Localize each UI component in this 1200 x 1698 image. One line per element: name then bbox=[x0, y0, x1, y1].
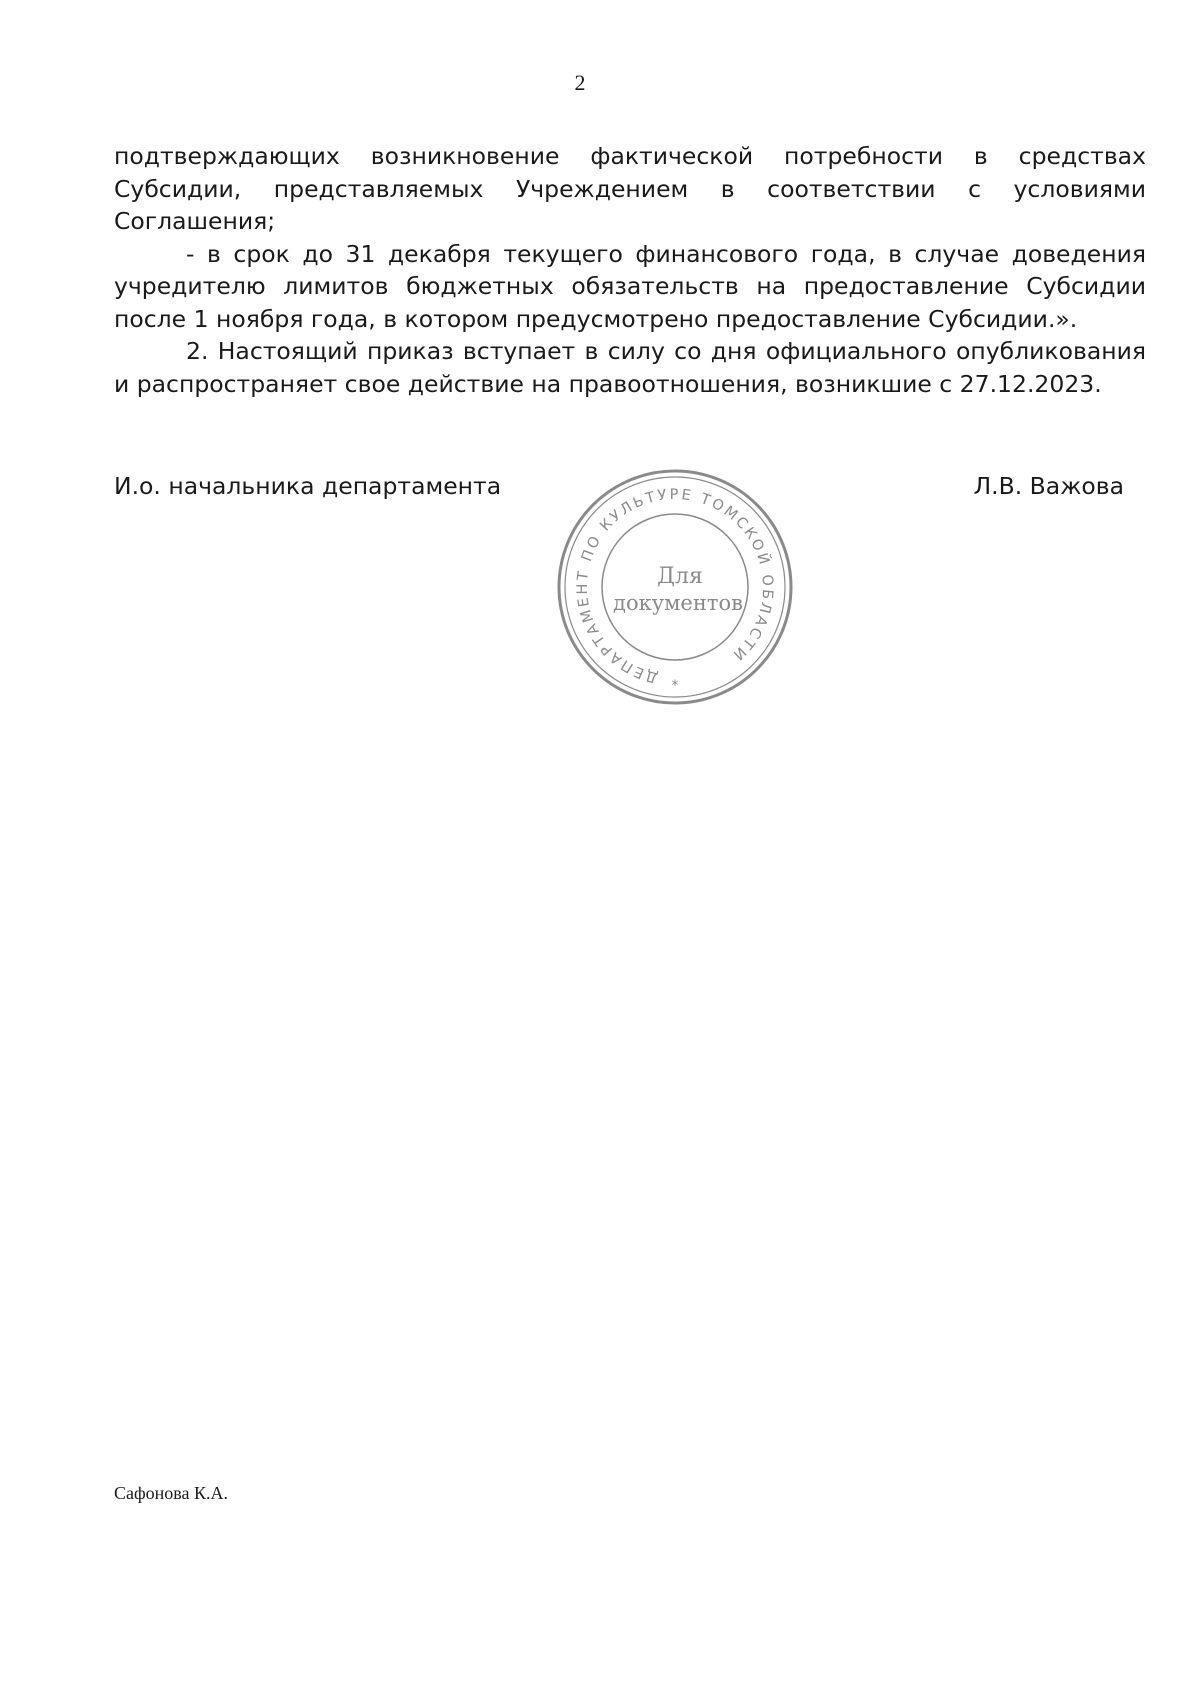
paragraph-deadline: - в срок до 31 декабря текущего финансового года, в случае доведения учредителю лимитов бюджетных обязательств на предоставление Субсидии после 1 ноября года, в котором предусмотрено предоставление Субсидии.». bbox=[114, 239, 1146, 333]
signatory-name: Л.В. Важова bbox=[973, 472, 1124, 500]
seal-center-line-2: документов bbox=[613, 591, 743, 615]
seal-ring-textpath: ДЕПАРТАМЕНТ ПО КУЛЬТУРЕ ТОМСКОЙ ОБЛАСТИ bbox=[574, 486, 776, 686]
seal-star: * bbox=[671, 678, 679, 694]
paragraph-continuation: подтверждающих возникновение фактической потребности в средствах Субсидии, представляемых Учреждением в соответствии с условиями Соглашения; bbox=[114, 142, 1146, 235]
seal-center-line-1: Для bbox=[657, 564, 703, 589]
official-seal bbox=[556, 468, 794, 706]
executor-name: Сафонова К.А. bbox=[114, 1483, 229, 1503]
signatory-title: И.о. начальника департамента bbox=[114, 472, 502, 500]
paragraph-effective-date: 2. Настоящий приказ вступает в силу со дня официального опубликования и распространяет свое действие на правоотношения, возникшие с 27.12.2023. bbox=[114, 337, 1146, 398]
document-body bbox=[114, 140, 1146, 400]
page-number: 2 bbox=[574, 70, 586, 95]
